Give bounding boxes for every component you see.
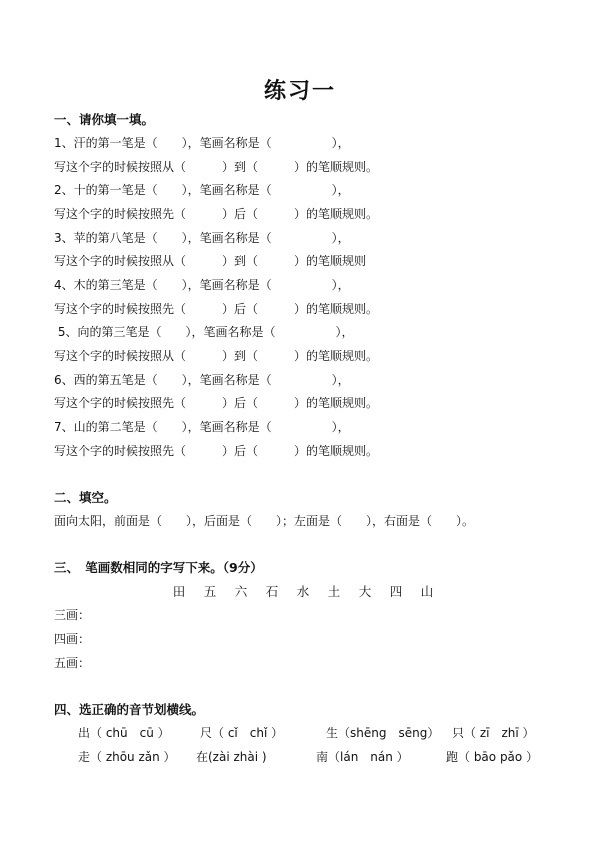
- question-line: 写这个字的时候按照从（ ）到（ ）的笔顺规则: [54, 254, 367, 268]
- character: 水: [296, 584, 310, 599]
- question-line: 写这个字的时候按照先（ ）后（ ）的笔顺规则。: [54, 207, 379, 221]
- question-line: 写这个字的时候按照从（ ）到（ ）的笔顺规则。: [54, 349, 379, 363]
- pinyin-choice: 走（ zhōu zǎn ）: [78, 750, 176, 764]
- section1-heading: 一、请你填一填。: [54, 112, 155, 127]
- page-title: 练习一: [263, 79, 336, 104]
- question-line: 写这个字的时候按照先（ ）后（ ）的笔顺规则。: [54, 396, 379, 410]
- character: 大: [358, 584, 372, 599]
- question-line: 4、木的第三笔是（ ），笔画名称是（ ），: [54, 278, 350, 292]
- pinyin-choice: 生（shēng sēng）: [326, 726, 440, 740]
- character: 山: [420, 584, 434, 599]
- pinyin-choice: 南（lán nán ）: [316, 750, 409, 764]
- pinyin-choice: 跑（ bāo pǎo ）: [446, 750, 539, 764]
- question-line: 6、西的第五笔是（ ），笔画名称是（ ），: [54, 373, 350, 387]
- character: 土: [327, 584, 341, 599]
- question-line: 写这个字的时候按照先（ ）后（ ）的笔顺规则。: [54, 444, 379, 458]
- question-line: 写这个字的时候按照先（ ）后（ ）的笔顺规则。: [54, 302, 379, 316]
- question-line: 写这个字的时候按照从（ ）到（ ）的笔顺规则。: [54, 160, 379, 174]
- pinyin-choice: 只（ zī zhī ）: [452, 726, 535, 740]
- pinyin-choice: 尺（ cǐ chǐ ）: [200, 726, 284, 740]
- fill-blank-line: 面向太阳，前面是（ ），后面是（ ）；左面是（ ），右面是（ ）。: [54, 514, 475, 528]
- question-line: 1、汗的第一笔是（ ），笔画名称是（ ），: [54, 136, 350, 150]
- answer-row-four-strokes: 四画：: [54, 632, 91, 646]
- question-line: 7、山的第二笔是（ ），笔画名称是（ ），: [54, 420, 350, 434]
- character: 四: [389, 584, 403, 599]
- question-line: 3、苹的第八笔是（ ），笔画名称是（ ），: [54, 231, 350, 245]
- character: 石: [265, 584, 279, 599]
- question-line: 2、十的第一笔是（ ），笔画名称是（ ），: [54, 183, 350, 197]
- question-line: 5、向的第三笔是（ ），笔画名称是（ ），: [54, 325, 354, 339]
- pinyin-choice: 在(zài zhài ): [196, 750, 267, 764]
- section3-heading: 三、 笔画数相同的字写下来。（9分）: [54, 560, 263, 575]
- pinyin-choice: 出（ chū cū ）: [78, 726, 170, 740]
- answer-row-three-strokes: 三画：: [54, 608, 91, 622]
- section2-heading: 二、填空。: [54, 490, 117, 505]
- character: 六: [234, 584, 248, 599]
- character: 五: [203, 584, 217, 599]
- character-list: [168, 582, 438, 600]
- character: 田: [172, 584, 186, 599]
- section4-heading: 四、选正确的音节划横线。: [54, 702, 205, 717]
- answer-row-five-strokes: 五画：: [54, 656, 91, 670]
